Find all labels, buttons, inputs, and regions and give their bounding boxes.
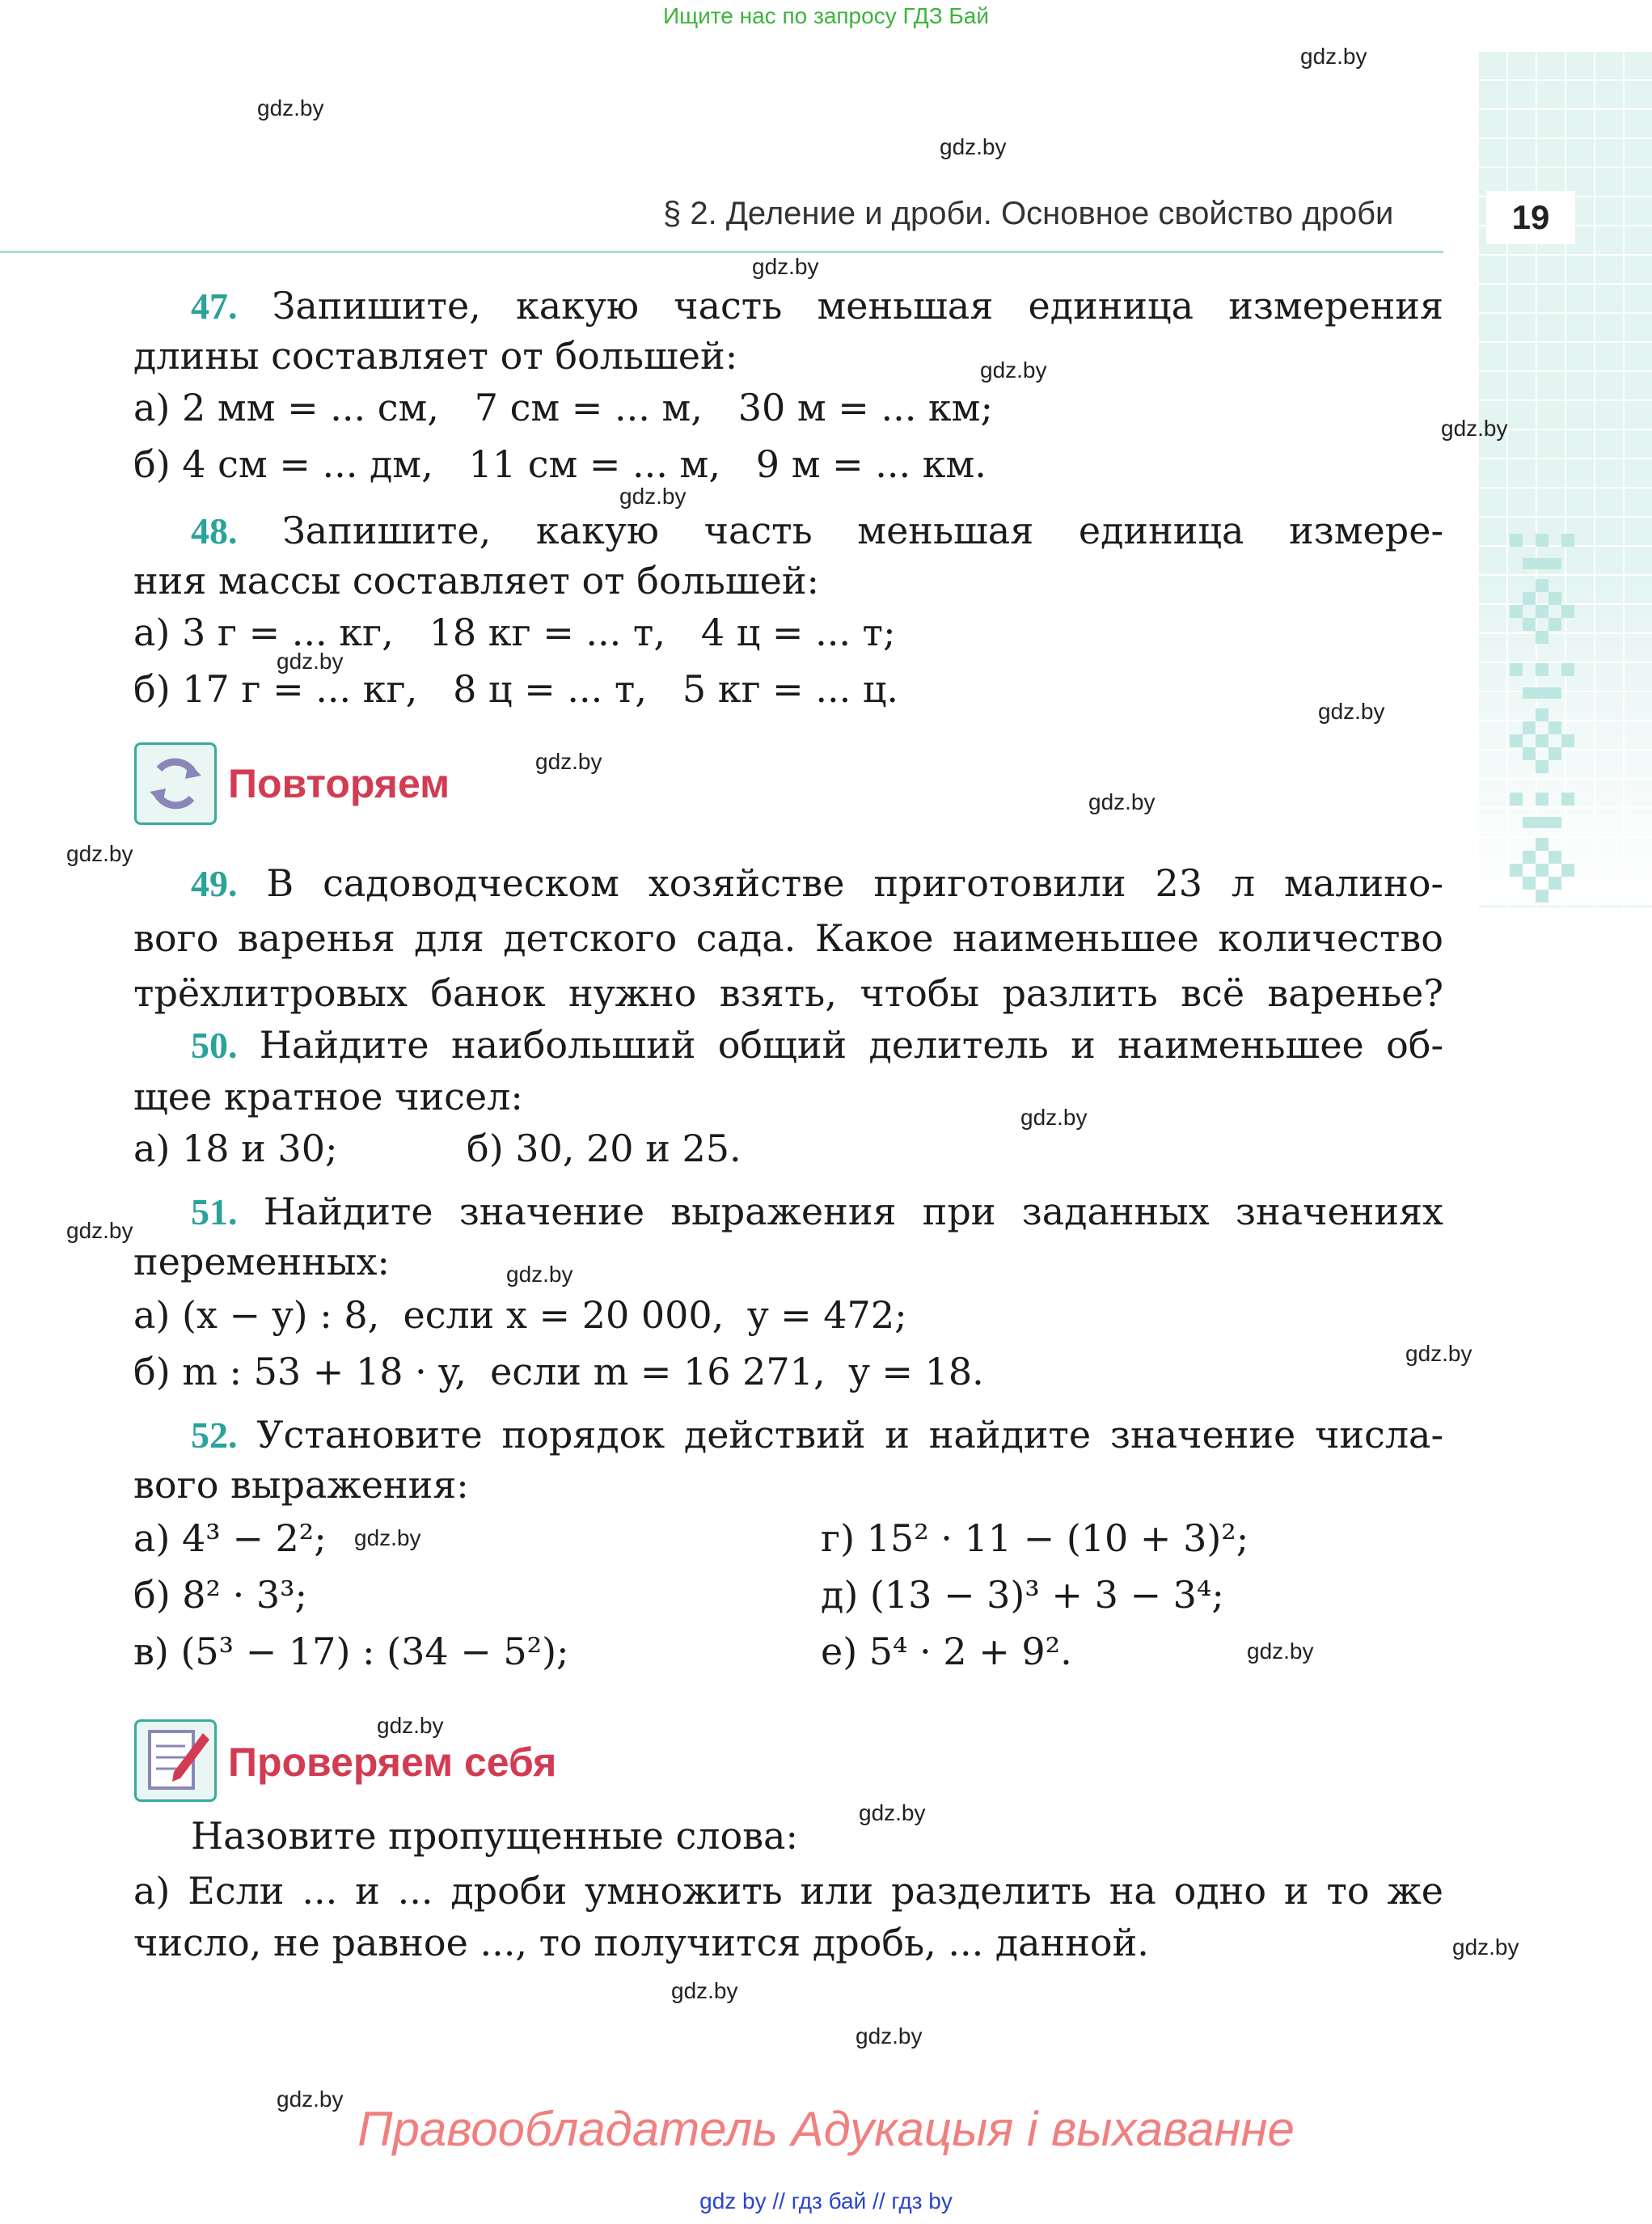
watermark: gdz.by bbox=[257, 95, 324, 121]
watermark: gdz.by bbox=[1247, 1638, 1314, 1664]
page-number: 19 bbox=[1486, 191, 1575, 244]
problem-50-part-a: а) 18 и 30; bbox=[133, 1127, 338, 1170]
watermark: gdz.by bbox=[940, 134, 1007, 159]
problem-number: 52. bbox=[191, 1414, 238, 1456]
watermark: gdz.by bbox=[1300, 44, 1367, 69]
problem-52-row-2 bbox=[133, 1571, 1443, 1619]
problem-51-part-a: а) (x − y) : 8, если x = 20 000, y = 472; bbox=[133, 1293, 907, 1337]
ornament-pattern-icon bbox=[1502, 534, 1582, 906]
watermark: gdz.by bbox=[1088, 789, 1156, 814]
watermark: gdz.by bbox=[859, 1800, 926, 1825]
watermark: gdz.by bbox=[980, 357, 1047, 383]
check-section-icon bbox=[134, 1719, 217, 1802]
problem-52-part-b: б) 8² · 3³; bbox=[133, 1573, 308, 1617]
problem-50-line-2: щее кратное чисел: bbox=[133, 1075, 523, 1118]
copyright-footer: Правообладатель Адукацыя і выхаванне bbox=[357, 2102, 1295, 2156]
problem-51-part-b: б) m : 53 + 18 · y, если m = 16 271, y = 18. bbox=[133, 1350, 984, 1393]
problem-49-line-2: вого варенья для детского сада. Какое наименьшее количество bbox=[133, 916, 1443, 960]
watermark: gdz.by bbox=[1020, 1105, 1088, 1130]
problem-49-line-1: 49. В садоводческом хозяйстве приготовили 23 л малино- bbox=[191, 861, 1443, 905]
chapter-title: § 2. Деление и дроби. Основное свойство дроби bbox=[663, 196, 1394, 231]
header-divider bbox=[0, 251, 1443, 253]
problem-52-row-3 bbox=[133, 1627, 1443, 1676]
problem-52-line-1: 52. Установите порядок действий и найдите значение числа- bbox=[191, 1413, 1443, 1457]
problem-48-part-a: а) 3 г = ... кг, 18 кг = ... т, 4 ц = ... т; bbox=[133, 611, 896, 654]
problem-51-line-2: переменных: bbox=[133, 1240, 390, 1283]
problem-52-part-d: д) (13 − 3)³ + 3 − 3⁴; bbox=[821, 1573, 1224, 1617]
problem-49-line-3: трёхлитровых банок нужно взять, чтобы разлить всё варенье? bbox=[133, 971, 1443, 1015]
problem-47-part-a: а) 2 мм = ... см, 7 см = ... м, 30 м = ... км; bbox=[133, 386, 993, 429]
problem-number: 48. bbox=[191, 510, 238, 552]
problem-52-part-a: а) 4³ − 2²; bbox=[133, 1516, 327, 1560]
problem-47-line-1: 47. Запишите, какую часть меньшая единица измерения bbox=[191, 284, 1443, 328]
problem-47-line-2: длины составляет от большей: bbox=[133, 334, 738, 378]
watermark: gdz.by bbox=[1452, 1934, 1519, 1960]
problem-48-line-2: ния массы составляет от большей: bbox=[133, 559, 820, 603]
repeat-section-title: Повторяем bbox=[228, 761, 450, 806]
problem-52-line-2: вого выражения: bbox=[133, 1463, 469, 1507]
problem-48-line-1: 48. Запишите, какую часть меньшая единица измере- bbox=[191, 509, 1443, 552]
repeat-section-icon bbox=[134, 742, 217, 825]
watermark: gdz.by bbox=[671, 1978, 738, 2003]
notepad-pencil-icon bbox=[137, 1722, 214, 1799]
watermark: gdz.by bbox=[506, 1262, 573, 1287]
watermark: gdz.by bbox=[377, 1713, 444, 1738]
watermark: gdz.by bbox=[277, 649, 344, 674]
problem-number: 51. bbox=[191, 1191, 238, 1233]
watermark: gdz.by bbox=[619, 484, 687, 509]
problem-number: 47. bbox=[191, 285, 238, 327]
check-line-1: а) Если ... и ... дроби умножить или разделить на одно и то же bbox=[133, 1869, 1443, 1913]
watermark: gdz.by bbox=[277, 2087, 344, 2112]
check-section-title: Проверяем себя bbox=[228, 1740, 557, 1785]
check-intro: Назовите пропущенные слова: bbox=[191, 1814, 798, 1858]
problem-50-part-b: б) 30, 20 и 25. bbox=[467, 1127, 741, 1170]
problem-51-line-1: 51. Найдите значение выражения при заданных значениях bbox=[191, 1190, 1443, 1233]
watermark: gdz.by bbox=[66, 1218, 133, 1243]
problem-52-part-v: в) (5³ − 17) : (34 − 5²); bbox=[133, 1630, 569, 1673]
problem-52-row-1 bbox=[133, 1514, 1443, 1562]
problem-52-part-e: е) 5⁴ · 2 + 9². bbox=[821, 1630, 1072, 1673]
bottom-links[interactable]: gdz by // гдз бай // гдз by bbox=[699, 2188, 953, 2213]
watermark: gdz.by bbox=[856, 2023, 923, 2049]
watermark: gdz.by bbox=[535, 749, 602, 774]
watermark: gdz.by bbox=[66, 841, 133, 866]
watermark: gdz.by bbox=[752, 254, 819, 279]
watermark: gdz.by bbox=[354, 1525, 421, 1550]
problem-50-parts bbox=[133, 1124, 1443, 1173]
refresh-arrows-icon bbox=[137, 745, 214, 822]
top-banner[interactable]: Ищите нас по запросу ГДЗ Бай bbox=[662, 3, 990, 28]
problem-number: 50. bbox=[191, 1025, 238, 1066]
check-line-2: число, не равное ..., то получится дробь, ... данной. bbox=[133, 1921, 1149, 1964]
problem-47-part-b: б) 4 см = ... дм, 11 см = ... м, 9 м = ... км. bbox=[133, 442, 987, 486]
problem-50-line-1: 50. Найдите наибольший общий делитель и наименьшее об- bbox=[191, 1023, 1443, 1067]
problem-52-part-g: г) 15² · 11 − (10 + 3)²; bbox=[821, 1516, 1249, 1560]
watermark: gdz.by bbox=[1405, 1341, 1472, 1366]
watermark: gdz.by bbox=[1318, 699, 1385, 724]
watermark: gdz.by bbox=[1441, 416, 1508, 441]
problem-48-part-b: б) 17 г = ... кг, 8 ц = ... т, 5 кг = ... ц. bbox=[133, 667, 899, 711]
problem-number: 49. bbox=[191, 863, 238, 904]
